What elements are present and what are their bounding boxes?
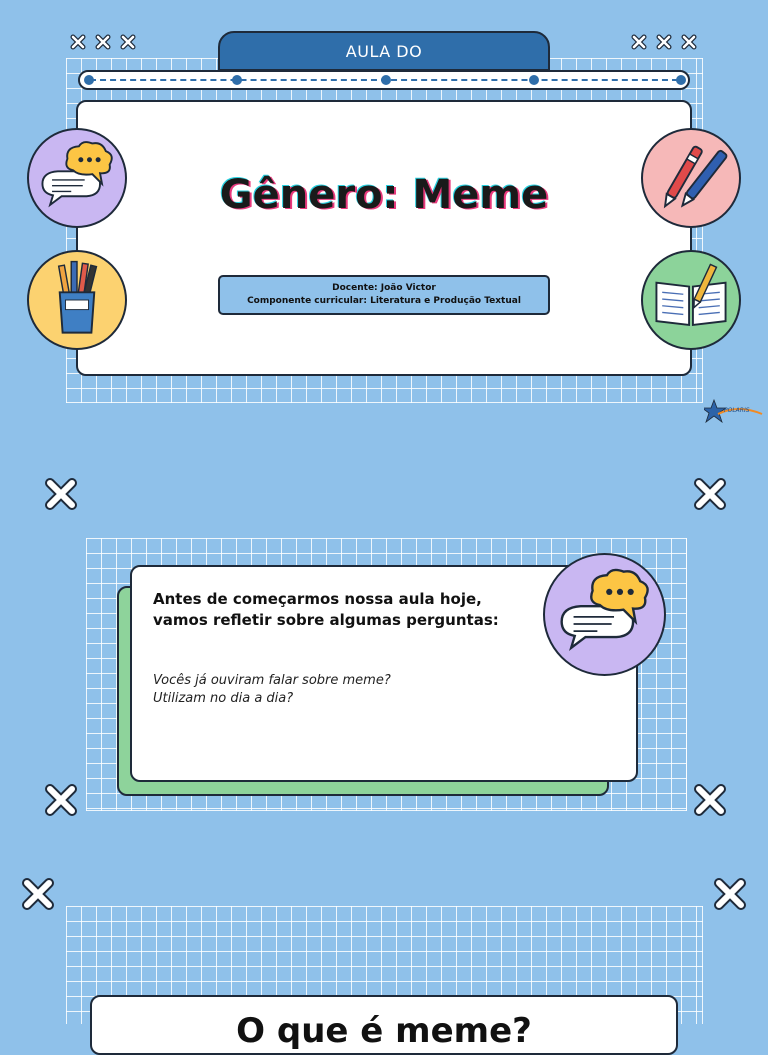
lesson-tab-label: AULA DO bbox=[345, 42, 423, 61]
progress-dot bbox=[676, 75, 686, 85]
question-line: Utilizam no dia a dia? bbox=[153, 691, 294, 706]
teacher-info-box bbox=[218, 275, 550, 315]
slide3-title: O que é meme? bbox=[236, 1011, 532, 1051]
x-mark-icon bbox=[712, 876, 748, 912]
progress-dot bbox=[381, 75, 391, 85]
heading-line: vamos refletir sobre algumas perguntas: bbox=[153, 611, 499, 629]
question-line: Vocês já ouviram falar sobre meme? bbox=[153, 673, 391, 688]
lesson-tab bbox=[218, 31, 550, 71]
pens-icon bbox=[641, 128, 741, 228]
teacher-name: Docente: João Victor bbox=[332, 283, 436, 293]
x-mark-icon bbox=[692, 476, 728, 512]
x-mark-icon bbox=[631, 34, 697, 50]
speech-bubbles-icon bbox=[543, 553, 666, 676]
reflection-heading bbox=[153, 589, 533, 631]
pencil-cup-icon bbox=[27, 250, 127, 350]
x-mark-icon bbox=[20, 876, 56, 912]
x-mark-icon bbox=[70, 34, 136, 50]
heading-line: Antes de começarmos nossa aula hoje, bbox=[153, 590, 482, 608]
polaris-star-logo bbox=[704, 392, 764, 428]
slide3-card bbox=[90, 995, 678, 1055]
logo-text: POLARIS bbox=[724, 407, 750, 414]
x-mark-icon bbox=[43, 782, 79, 818]
curricular-component: Componente curricular: Literatura e Produção Textual bbox=[247, 296, 521, 306]
x-mark-icon bbox=[692, 782, 728, 818]
x-mark-icon bbox=[43, 476, 79, 512]
progress-bar bbox=[78, 70, 690, 90]
reflection-questions bbox=[153, 672, 533, 708]
speech-bubbles-icon bbox=[27, 128, 127, 228]
progress-dot bbox=[529, 75, 539, 85]
progress-dot bbox=[232, 75, 242, 85]
page-title: Gênero: Meme bbox=[219, 172, 549, 218]
progress-dot bbox=[84, 75, 94, 85]
slide1-card bbox=[76, 100, 692, 376]
open-book-icon bbox=[641, 250, 741, 350]
